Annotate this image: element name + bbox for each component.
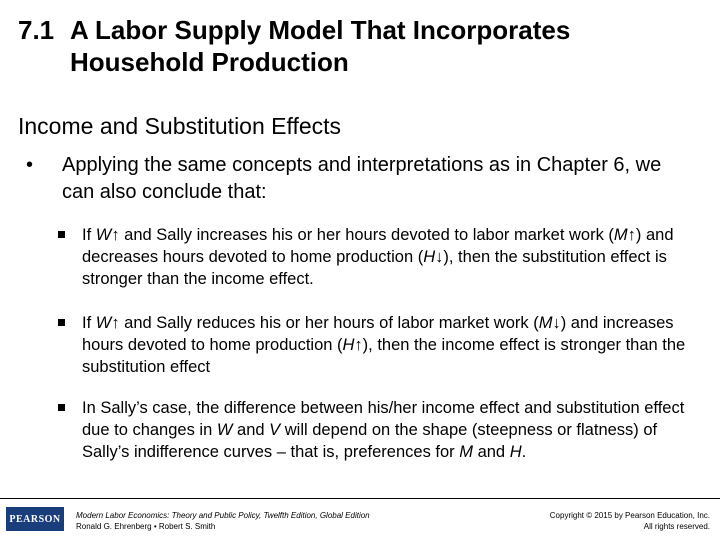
book-title: Modern Labor Economics: Theory and Public Policy, Twelfth Edition, Global Edition: [76, 511, 370, 520]
subbullet-text: If W↑ and Sally increases his or her hours devoted to labor market work (M↑) and decreases hours devoted to home production (H↓), then the substitution effect is stronger than the income effect.: [82, 226, 674, 288]
pearson-logo: PEARSON: [6, 507, 64, 531]
square-bullet-icon: [58, 231, 65, 238]
bullet-text: Applying the same concepts and interpretations as in Chapter 6, we can also conclude that:: [62, 154, 662, 203]
book-authors: Ronald G. Ehrenberg • Robert S. Smith: [76, 522, 216, 531]
footer-citation: [76, 510, 370, 532]
title-line-1: A Labor Supply Model That Incorporates: [70, 15, 571, 45]
square-bullet-icon: [58, 319, 65, 326]
square-bullet-icon: [58, 404, 65, 411]
subbullet-text: In Sally’s case, the difference between his/her income effect and substitution effect due to changes in W and V will depend on the shape (steepness or flatness) of Sally’s indifference curves – that is, preferences for M and H.: [82, 399, 685, 461]
section-number: 7.1: [18, 15, 55, 45]
rights-text: All rights reserved.: [643, 522, 710, 531]
bullet-dot-icon: •: [26, 154, 34, 176]
bullet-level1: [26, 152, 686, 206]
subbullet-2: [58, 312, 688, 378]
subbullet-1: [58, 224, 688, 290]
subbullet-3: [58, 397, 688, 463]
subbullet-text: If W↑ and Sally reduces his or her hours of labor market work (M↓) and increases hours devoted to home production (H↑), then the income effect is stronger than the substitution effect: [82, 314, 686, 376]
slide-title: [18, 14, 708, 78]
footer-divider: [0, 498, 720, 499]
copyright-text: Copyright © 2015 by Pearson Education, Inc.: [549, 511, 710, 520]
title-line-2: Household Production: [70, 47, 349, 77]
footer-copyright: [550, 510, 710, 532]
slide-subtitle: Income and Substitution Effects: [18, 113, 342, 139]
